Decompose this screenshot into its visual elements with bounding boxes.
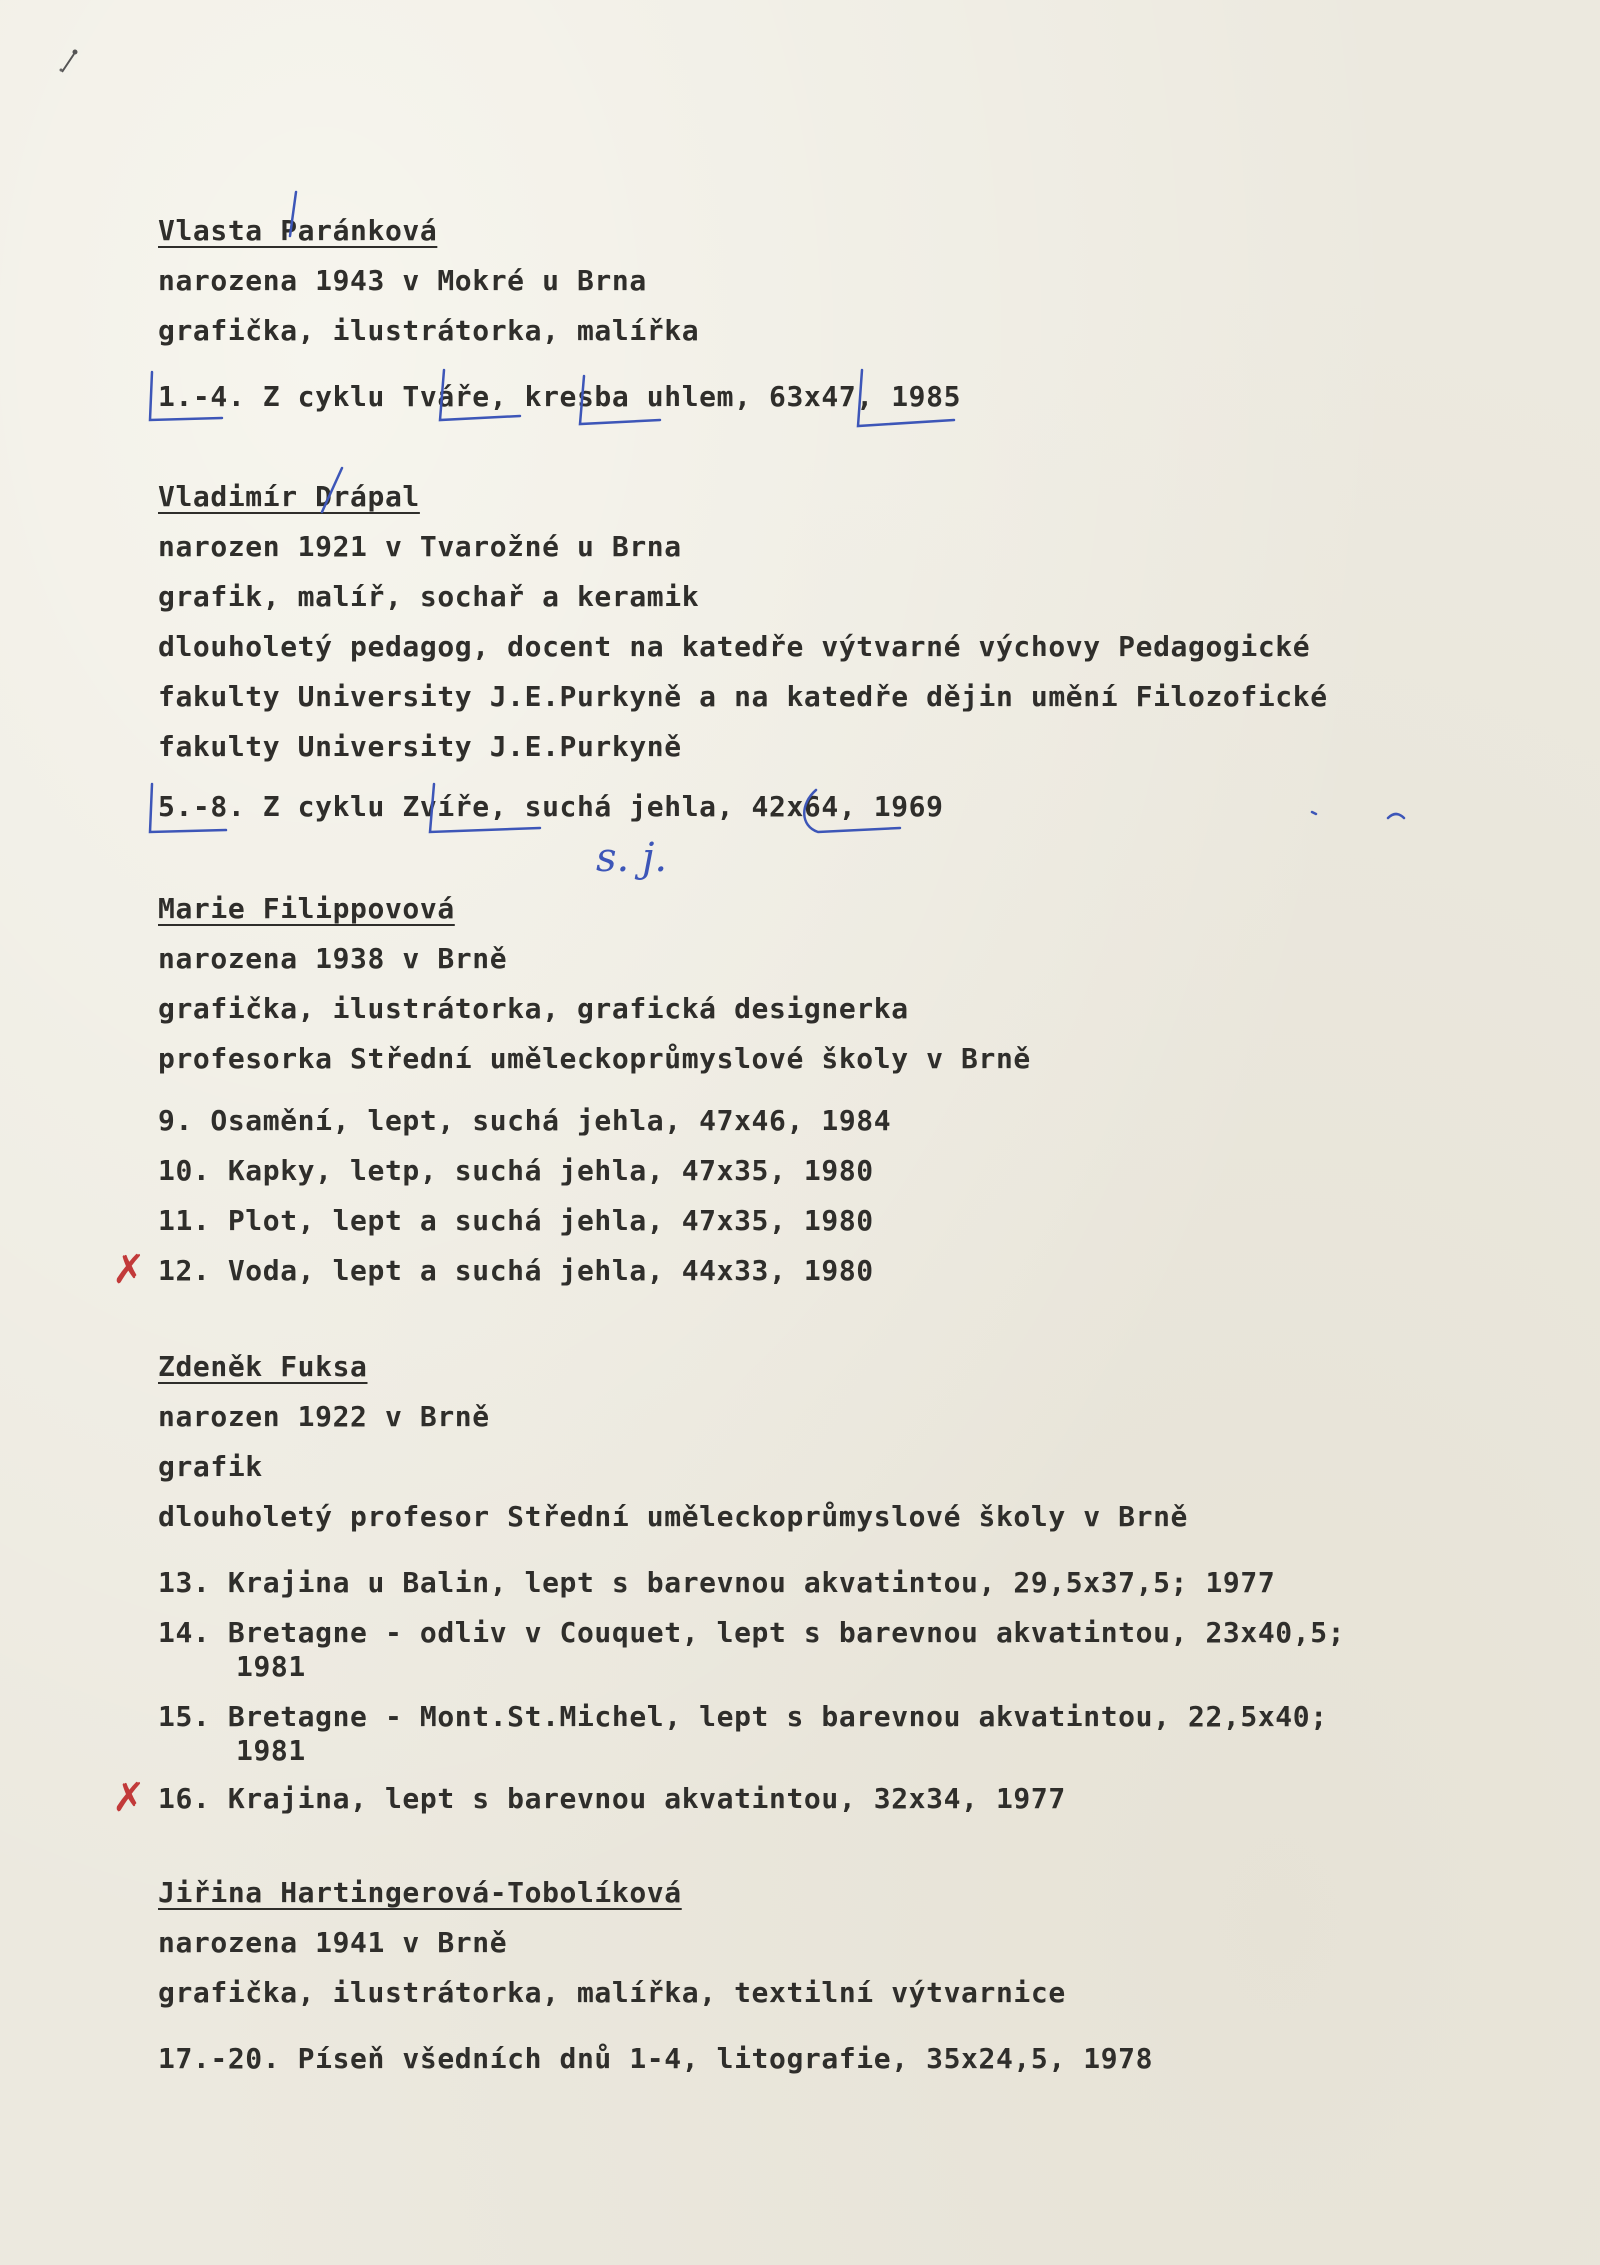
artist-birth: narozena 1943 v Mokré u Brna [158,264,647,297]
artist-birth: narozena 1941 v Brně [158,1926,508,1959]
work-item: 9. Osamění, lept, suchá jehla, 47x46, 1984 [158,1104,892,1137]
artist-birth: narozen 1922 v Brně [158,1400,490,1433]
artist-profession: grafička, ilustrátorka, malířka [158,314,700,347]
red-cross-mark: ✗ [112,1247,146,1293]
artist-name-paránková: Vlasta Paránková [158,214,438,247]
artist-profession: grafik, malíř, sochař a keramik [158,580,700,613]
work-item: 11. Plot, lept a suchá jehla, 47x35, 1980 [158,1204,874,1237]
artist-profession: grafik [158,1450,263,1483]
work-item-marked: 12. Voda, lept a suchá jehla, 44x33, 1980 [158,1254,874,1287]
artist-profession: grafička, ilustrátorka, malířka, textilní výtvarnice [158,1976,1066,2009]
work-item: 14. Bretagne - odliv v Couquet, lept s barevnou akvatintou, 23x40,5; [158,1616,1346,1649]
artist-birth: narozen 1921 v Tvarožné u Brna [158,530,682,563]
artist-bio-line: dlouholetý pedagog, docent na katedře výtvarné výchovy Pedagogické [158,630,1311,663]
artist-bio-line: fakulty University J.E.Purkyně [158,730,682,763]
ink-speck [58,48,80,74]
artist-name-hartingerová: Jiřina Hartingerová-Tobolíková [158,1876,682,1909]
artist-birth: narozena 1938 v Brně [158,942,508,975]
artist-bio-line: profesorka Střední uměleckoprůmyslové školy v Brně [158,1042,1031,1075]
artist-name-drápal: Vladimír Drápal [158,480,420,513]
work-item: 10. Kapky, letp, suchá jehla, 47x35, 1980 [158,1154,874,1187]
artist-name-fuksa: Zdeněk Fuksa [158,1350,368,1383]
work-item: 17.-20. Píseň všedních dnů 1-4, litografie, 35x24,5, 1978 [158,2042,1154,2075]
work-item: 5.-8. Z cyklu Zvíře, suchá jehla, 42x64, 1969 [158,790,944,823]
work-item: 13. Krajina u Balin, lept s barevnou akvatintou, 29,5x37,5; 1977 [158,1566,1276,1599]
work-item: 1.-4. Z cyklu Tváře, kresba uhlem, 63x47, 1985 [158,380,962,413]
artist-name-filippovová: Marie Filippovová [158,892,455,925]
work-item: 15. Bretagne - Mont.St.Michel, lept s barevnou akvatintou, 22,5x40; [158,1700,1328,1733]
handwritten-note: s. j. [596,835,668,881]
artist-bio-line: fakulty University J.E.Purkyně a na katedře dějin umění Filozofické [158,680,1328,713]
work-item-continuation: 1981 [236,1734,306,1767]
work-item-continuation: 1981 [236,1650,306,1683]
artist-bio-line: dlouholetý profesor Střední uměleckoprůmyslové školy v Brně [158,1500,1188,1533]
artist-profession: grafička, ilustrátorka, grafická designerka [158,992,909,1025]
work-item-marked: 16. Krajina, lept s barevnou akvatintou, 32x34, 1977 [158,1782,1066,1815]
pen-dot-mark [1388,814,1404,818]
red-cross-mark: ✗ [112,1775,146,1821]
pen-dot-mark [1312,812,1316,814]
